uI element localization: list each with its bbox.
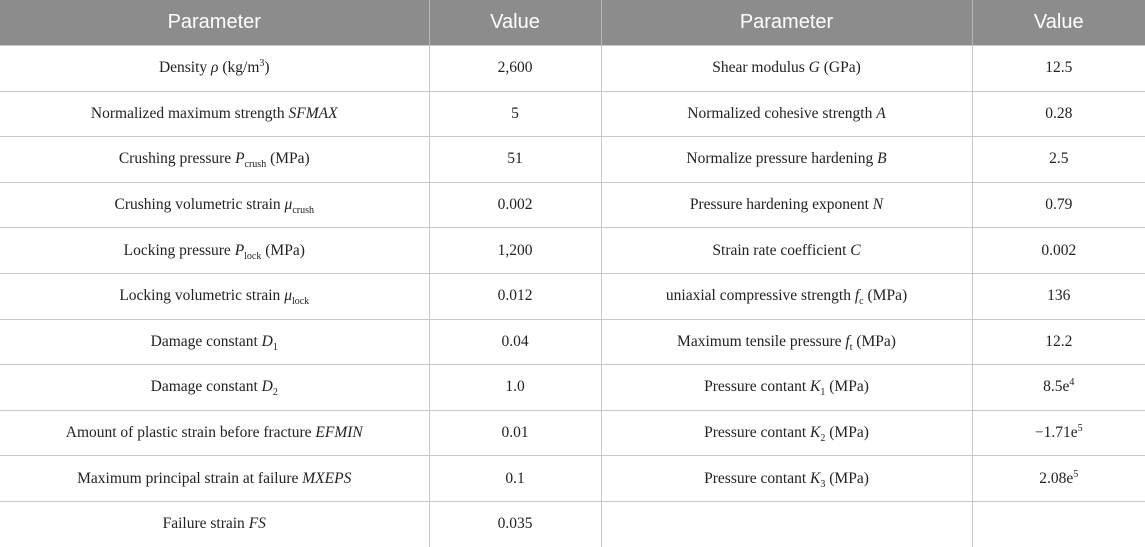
table-row	[0, 91, 1145, 137]
parameter-name-cell: Pressure contant $K_3$ (MPa)	[601, 456, 972, 502]
table-body	[0, 46, 1145, 547]
header-row	[0, 0, 1145, 46]
parameter-name-cell: Normalize pressure hardening B	[601, 137, 972, 183]
value-cell: 136	[972, 273, 1145, 319]
value-cell: $-1.71e^5$	[972, 410, 1145, 456]
parameter-name-cell	[601, 501, 972, 546]
value-cell: 5	[429, 91, 601, 137]
value-cell: $2.08e^5$	[972, 456, 1145, 502]
table-row	[0, 365, 1145, 411]
value-cell: 2,600	[429, 46, 601, 92]
value-cell: 0.79	[972, 182, 1145, 228]
parameter-name-cell: Pressure contant $K_2$ (MPa)	[601, 410, 972, 456]
value-cell: 0.002	[972, 228, 1145, 274]
value-cell: 1,200	[429, 228, 601, 274]
table-header	[0, 0, 1145, 46]
value-cell: 2.5	[972, 137, 1145, 183]
parameter-name-cell: Damage constant $D_1$	[0, 319, 429, 365]
parameter-name-cell: Crushing volumetric strain $\mu_{crush}$	[0, 182, 429, 228]
parameter-name-cell: Maximum tensile pressure $f_t$ (MPa)	[601, 319, 972, 365]
table-row	[0, 182, 1145, 228]
value-cell: 0.012	[429, 273, 601, 319]
parameter-name-cell: Locking volumetric strain $\mu_{lock}$	[0, 273, 429, 319]
header-parameter-right: Parameter	[601, 0, 972, 46]
table-row	[0, 137, 1145, 183]
parameter-name-cell: Failure strain FS	[0, 501, 429, 546]
parameter-name-cell: Normalized maximum strength SFMAX	[0, 91, 429, 137]
value-cell: 1.0	[429, 365, 601, 411]
value-cell: 12.5	[972, 46, 1145, 92]
parameter-name-cell: uniaxial compressive strength $f_c$ (MPa)	[601, 273, 972, 319]
header-parameter-left: Parameter	[0, 0, 429, 46]
value-cell: $8.5e^4$	[972, 365, 1145, 411]
table-row	[0, 319, 1145, 365]
value-cell	[972, 501, 1145, 546]
parameter-name-cell: Density ρ $(kg/m^3)$	[0, 46, 429, 92]
table-row	[0, 228, 1145, 274]
value-cell: 0.01	[429, 410, 601, 456]
parameter-name-cell: Crushing pressure $P_{crush}$ (MPa)	[0, 137, 429, 183]
value-cell: 12.2	[972, 319, 1145, 365]
parameter-name-cell: Normalized cohesive strength A	[601, 91, 972, 137]
value-cell: 0.1	[429, 456, 601, 502]
parameter-name-cell: Pressure contant $K_1$ (MPa)	[601, 365, 972, 411]
parameter-name-cell: Shear modulus G (GPa)	[601, 46, 972, 92]
table-row	[0, 410, 1145, 456]
parameter-name-cell: Locking pressure $P_{lock}$ (MPa)	[0, 228, 429, 274]
table-row	[0, 501, 1145, 546]
value-cell: 0.002	[429, 182, 601, 228]
table-row	[0, 456, 1145, 502]
value-cell: 0.28	[972, 91, 1145, 137]
parameter-name-cell: Strain rate coefficient C	[601, 228, 972, 274]
value-cell: 0.035	[429, 501, 601, 546]
value-cell: 0.04	[429, 319, 601, 365]
header-value-left: Value	[429, 0, 601, 46]
table-row	[0, 46, 1145, 92]
header-value-right: Value	[972, 0, 1145, 46]
parameter-name-cell: Amount of plastic strain before fracture EFMIN	[0, 410, 429, 456]
parameter-name-cell: Maximum principal strain at failure MXEPS	[0, 456, 429, 502]
value-cell: 51	[429, 137, 601, 183]
parameter-name-cell: Pressure hardening exponent N	[601, 182, 972, 228]
table-row	[0, 273, 1145, 319]
parameter-name-cell: Damage constant $D_2$	[0, 365, 429, 411]
